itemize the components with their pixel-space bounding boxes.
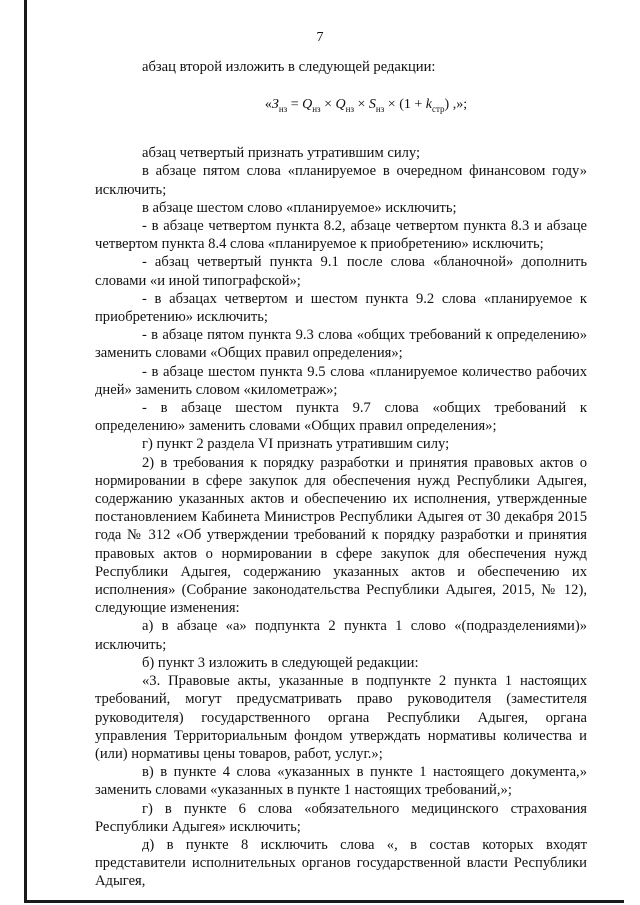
paragraph: «3. Правовые акты, указанные в подпункте 2 пункта 1 настоящих требований, могут предусматривать право руководителя (заместителя руководителя) государственного органа Республики Адыгея, органа управления Территориальным фондом утверждать нормативы количества и (или) нормативы цены товаров, работ, услуг.»; — [95, 673, 587, 762]
formula — [145, 96, 587, 118]
paragraph: в абзаце пятом слова «планируемое в очередном финансовом году» исключить; — [95, 163, 587, 198]
formula-q1: Q — [302, 97, 313, 113]
paragraph: - в абзаце шестом пункта 9.7 слова «общих требований к определению» заменить словами «Общих правил определения»; — [95, 400, 587, 435]
formula-times-2: × — [354, 97, 369, 113]
formula-equals: = — [287, 97, 303, 113]
paragraph: абзац четвертый признать утратившим силу; — [142, 145, 421, 162]
formula-times-3: × — [384, 97, 400, 113]
paragraph: г) пункт 2 раздела VI признать утратившим силу; — [142, 436, 450, 453]
paragraph: в абзаце шестом слово «планируемое» исключить; — [142, 199, 457, 216]
paragraph: 2) в требования к порядку разработки и принятия правовых актов о нормировании в сфере закупок для обеспечения нужд Республики Адыгея, содержанию указанных актов и обеспечению их исполнения, утвержденные постановлением Кабинета Министров Республики Адыгея от 30 декабря 2015 года № 312 «Об утверждении требований к порядку разработки и принятия правовых актов о нормировании в сфере закупок для обеспечения нужд Республики Адыгея, содержанию указанных актов и обеспечению их исполнения» (Собрание законодательства Республики Адыгея, 2015, № 12), следующие изменения: — [95, 454, 587, 617]
paragraph: - в абзаце шестом пункта 9.5 слова «планируемое количество рабочих дней» заменить словом «километраж»; — [95, 363, 587, 398]
formula-times-1: × — [320, 97, 336, 113]
scan-border-bottom — [24, 900, 624, 903]
formula-q2-sub: нз — [345, 104, 355, 114]
paragraph: г) в пункте 6 слова «обязательного медицинского страхования Республики Адыгея» исключить; — [95, 800, 587, 835]
paragraph: - в абзаце четвертом пункта 8.2, абзаце четвертом пункта 8.3 и абзаце четвертом пункта 8.4 слова «планируемое к приобретению» исключить; — [95, 218, 587, 253]
formula-open-quote: « — [264, 97, 272, 113]
formula-paren-open: (1 + — [399, 97, 426, 113]
page-number: 7 — [316, 30, 324, 45]
paragraph: д) в пункте 8 исключить слова «, в состав которых входят представители исполнительных органов государственной власти Республики Адыгея, — [95, 836, 587, 890]
formula-q2: Q — [335, 97, 346, 113]
formula-k-sub: стр — [431, 104, 445, 114]
formula-s-sub: нз — [375, 104, 385, 114]
formula-tail: ,»; — [449, 97, 468, 113]
document-body — [95, 58, 587, 891]
paragraph: в) в пункте 4 слова «указанных в пункте 1 настоящего документа,» заменить словами «указанных в пункте 1 настоящих требований,»; — [95, 764, 587, 799]
scan-border-left — [24, 0, 27, 900]
formula-q1-sub: нз — [312, 104, 321, 114]
formula-paren-close: ) — [444, 97, 450, 113]
formula-k: k — [425, 97, 432, 113]
paragraph: а) в абзаце «а» подпункта 2 пункта 1 слово «(подразделениями)» исключить; — [95, 618, 587, 653]
formula-lhs: З — [271, 97, 279, 113]
paragraph: - в абзаце пятом пункта 9.3 слова «общих требований к определению» заменить словами «Общих правил определения»; — [95, 327, 587, 362]
intro-paragraph: абзац второй изложить в следующей редакции: — [142, 59, 436, 75]
formula-s: S — [368, 97, 376, 113]
paragraph: - абзац четвертый пункта 9.1 после слова «бланочной» дополнить словами «и иной типографской»; — [95, 254, 587, 289]
formula-lhs-sub: нз — [278, 104, 288, 114]
paragraph: б) пункт 3 изложить в следующей редакции: — [142, 654, 419, 671]
paragraph: - в абзацах четвертом и шестом пункта 9.2 слова «планируемое к приобретению» исключить; — [95, 290, 587, 326]
